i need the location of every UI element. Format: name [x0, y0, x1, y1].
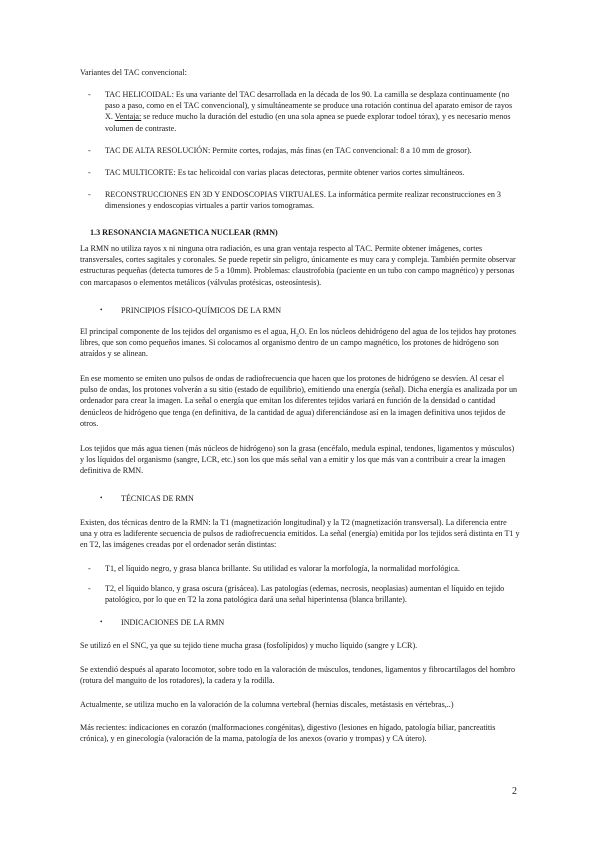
indicaciones-paragraph-2: Se extendió después al aparato locomotor, sobre todo en la valoración de músculos, tendones, ligamentos y fibrocartílagos del hombro (rotura del manguito de los rotadores), la cadera y la rodilla.: [80, 665, 516, 686]
principios-paragraph-2: En ese momento se emiten uno pulsos de ondas de radiofrecuencia que hacen que los protones de hidrógeno se desvíen. Al cesar el pulso de ondas, los protones volverán a su sitio (estado de equilibrio), emitiendo una energía (señal). Dicha energía es analizada por un ordenador para crear la imagen. La señal o energía que emitan los diferentes tejidos variará en función de la densidad o cantidad denúcleos de hidrógeno que tenga (en definitiva, de la cantidad de agua) diferenciándose así en la imagen definitiva unos tejidos de otros.: [80, 374, 518, 428]
dash-marker: -: [88, 145, 91, 155]
variants-list: [80, 89, 520, 212]
principios-paragraph-1: El principal componente de los tejidos del organismo es el agua, $H_2O$. En los núcleos dehidrógeno del agua de los tejidos hay protones libres, que son como pequeños imanes. Si colocamos al organismo dentro de un campo magnético, los protones de hidrógeno son atraídos y se alinean.: [80, 327, 516, 359]
bullet-icon: •: [100, 494, 103, 502]
list-item: - T2, el líquido blanco, y grasa oscura (grisácea). Las patologías (edemas, necrosis, neoplasias) aumentan el líquido en tejido patológico, por lo que en T2 la zona patológica dará una señal hiperintensa (blanca brillante).: [88, 584, 505, 605]
dash-marker: -: [88, 564, 91, 573]
list-item: - RECONSTRUCCIONES EN 3D Y ENDOSCOPIAS VIRTUALES. La informática permite realizar reconstrucciones en 3 dimensiones y endoscopias virtuales a partir varios tomogramas.: [88, 190, 501, 211]
dash-marker: -: [88, 168, 91, 178]
bullet-icon: •: [100, 306, 103, 314]
dash-marker: -: [88, 190, 91, 200]
tecnicas-paragraph: Existen, dos técnicas dentro de la RMN: la T1 (magnetización longitudinal) y la T2 (magnetización transversal). La diferencia entre una y otra es ladiferente secuencia de pulsos de radiofrecuencia emitidos. La señal (energía) emitida por los tejidos será distinta en T1 y en T2, las imágenes creadas por el ordenador serán distintas:: [80, 518, 520, 550]
page-number: 2: [512, 786, 517, 797]
indicaciones-paragraph-1: Se utilizó en el SNC, ya que su tejido tiene mucha grasa (fosfolípidos) y mucho líquido (sangre y LCR).: [80, 641, 418, 650]
section-title: 1.3 RESONANCIA MAGNETICA NUCLEAR (RMN): [90, 228, 278, 237]
list-item: - TAC HELICOIDAL: Es una variante del TAC desarrollada en la década de los 90. La camilla se desplaza continuamente (no paso a paso, como en el TAC convencional), y simultáneamente se produce una rotación continua del aparato emisor de rayos X. Ventaja: se reduce mucho la duración del estudio (en una sola apnea se puede explorar todoel tórax), y es necesario menos volumen de contraste.: [88, 90, 513, 133]
bullet-icon: •: [100, 618, 103, 626]
variants-title: Variantes del TAC convencional:: [80, 68, 187, 77]
dash-marker: -: [88, 584, 91, 594]
list-item: - TAC MULTICORTE: Es tac helicoidal con varias placas detectoras, permite obtener varios cortes simultáneos.: [88, 168, 465, 178]
indicaciones-paragraph-3: Actualmente, se utiliza mucho en la valoración de la columna vertebral (hernias discales, metástasis en vértebras,..): [80, 700, 454, 709]
rmn-intro-paragraph: La RMN no utiliza rayos x ni ninguna otra radiación, es una gran ventaja respecto al TAC. Permite obtener imágenes, cortes transversales, cortes sagitales y coronales. Se puede repetir sin peligro, únicamente es muy cara y compleja. También permite observar estructuras pequeñas (detecta tumores de 5 a 10mm). Problemas: claustrofobia (paciente en un tubo con campo magnético) y personas con marcapasos o elementos metálicos (válvulas protésicas, osteosíntesis).: [80, 244, 516, 287]
dash-marker: -: [88, 90, 91, 99]
tecnicas-list: [80, 563, 520, 606]
indicaciones-paragraph-4: Más recientes: indicaciones en corazón (malformaciones congénitas), digestivo (lesiones en hígado, patología biliar, pancreatitis crónica), y en ginecología (valoración de la mama, patología de los anexos (ovario y trompas) y CA útero).: [80, 723, 496, 744]
principios-paragraph-3: Los tejidos que más agua tienen (más núcleos de hidrógeno) son la grasa (encéfalo, medula espinal, tendones, ligamentos y músculos) y los líquidos del organismo (sangre, LCR, etc.) son los que más señal van a emitir y los que más van a contribuir a crear la imagen definitiva de RMN.: [80, 444, 515, 476]
list-item: - TAC DE ALTA RESOLUCIÓN: Permite cortes, rodajas, más finas (en TAC convencional: 8 a 10 mm de grosor).: [88, 145, 472, 155]
list-item: - T1, el líquido negro, y grasa blanca brillante. Su utilidad es valorar la morfología, la normalidad morfológica.: [88, 564, 460, 573]
